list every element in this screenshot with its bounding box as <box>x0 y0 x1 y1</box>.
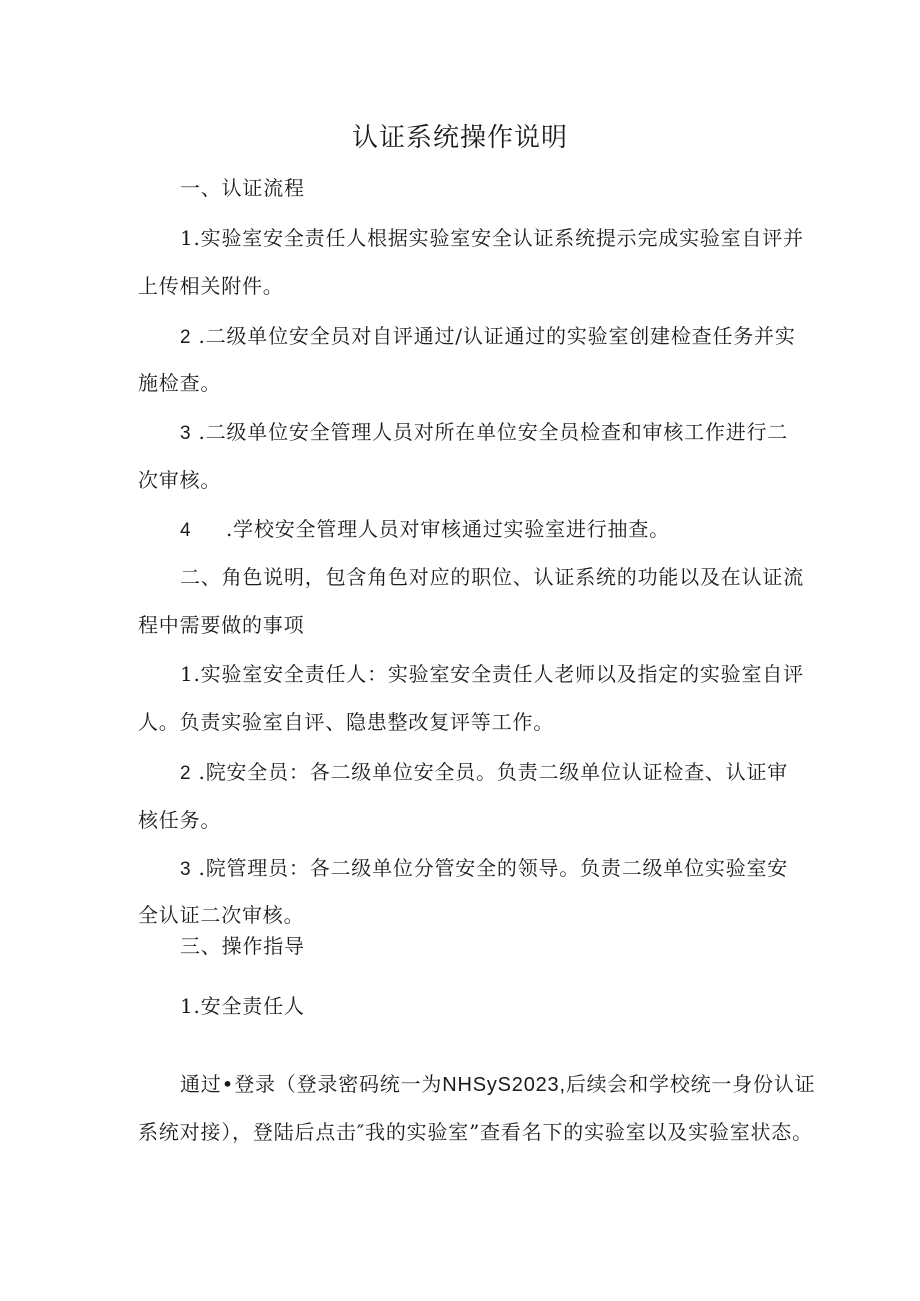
sub-heading-responsible-person: 1.安全责任人 <box>180 994 305 1018</box>
paragraph-line: 上传相关附件。 <box>138 274 284 298</box>
paragraph-line: 全认证二次审核。 <box>138 903 305 927</box>
paragraph-line: 系统对接），登陆后点击″我的实验室”查看名下的实验室以及实验室状态。 <box>138 1120 813 1144</box>
paragraph-line: 1.实验室安全责任人：实验室安全责任人老师以及指定的实验室自评 <box>180 662 804 686</box>
paragraph-line: 施检查。 <box>138 371 222 395</box>
item-number: 3 <box>180 859 192 880</box>
paragraph-line: 人。负责实验室自评、隐患整改复评等工作。 <box>138 710 554 734</box>
item-number: 2 <box>180 763 192 784</box>
item-number: 3 <box>180 423 192 444</box>
section-heading-flow: 一、认证流程 <box>180 176 305 200</box>
para-text: 通过•登录（登录密码统一为 <box>180 1072 443 1096</box>
section-heading-roles-cont: 程中需要做的事项 <box>138 613 305 637</box>
paragraph-line <box>180 515 670 545</box>
paragraph-line: 1.实验室安全责任人根据实验室安全认证系统提示完成实验室自评并 <box>180 226 804 250</box>
paragraph-line <box>180 418 788 448</box>
item-number: 2 <box>180 327 192 348</box>
item-text: .二级单位安全管理人员对所在单位安全员检查和审核工作进行二 <box>198 420 789 444</box>
paragraph-line: 核任务。 <box>138 808 222 832</box>
item-text: .院管理员：各二级单位分管安全的领导。负责二级单位实验室安 <box>198 856 789 880</box>
item-number: 4 <box>180 520 192 541</box>
paragraph-line <box>180 758 788 788</box>
paragraph-line: 次审核。 <box>138 468 222 492</box>
item-text: .院安全员：各二级单位安全员。负责二级单位认证检查、认证审 <box>198 760 789 784</box>
paragraph-line <box>180 854 788 884</box>
section-heading-guide: 三、操作指导 <box>180 934 305 958</box>
section-heading-roles: 二、角色说明，包含角色对应的职位、认证系统的功能以及在认证流 <box>180 565 804 589</box>
paragraph-line <box>180 322 796 352</box>
item-text: .二级单位安全员对自评通过/认证通过的实验室创建检查任务并实 <box>198 324 796 348</box>
para-text: 后续会和学校统一身份认证 <box>565 1072 816 1096</box>
item-text: .学校安全管理人员对审核通过实验室进行抽查。 <box>226 517 670 541</box>
document-title: 认证系统操作说明 <box>351 123 568 153</box>
login-password: NHSyS2023, <box>442 1074 566 1096</box>
paragraph-line <box>180 1070 815 1099</box>
